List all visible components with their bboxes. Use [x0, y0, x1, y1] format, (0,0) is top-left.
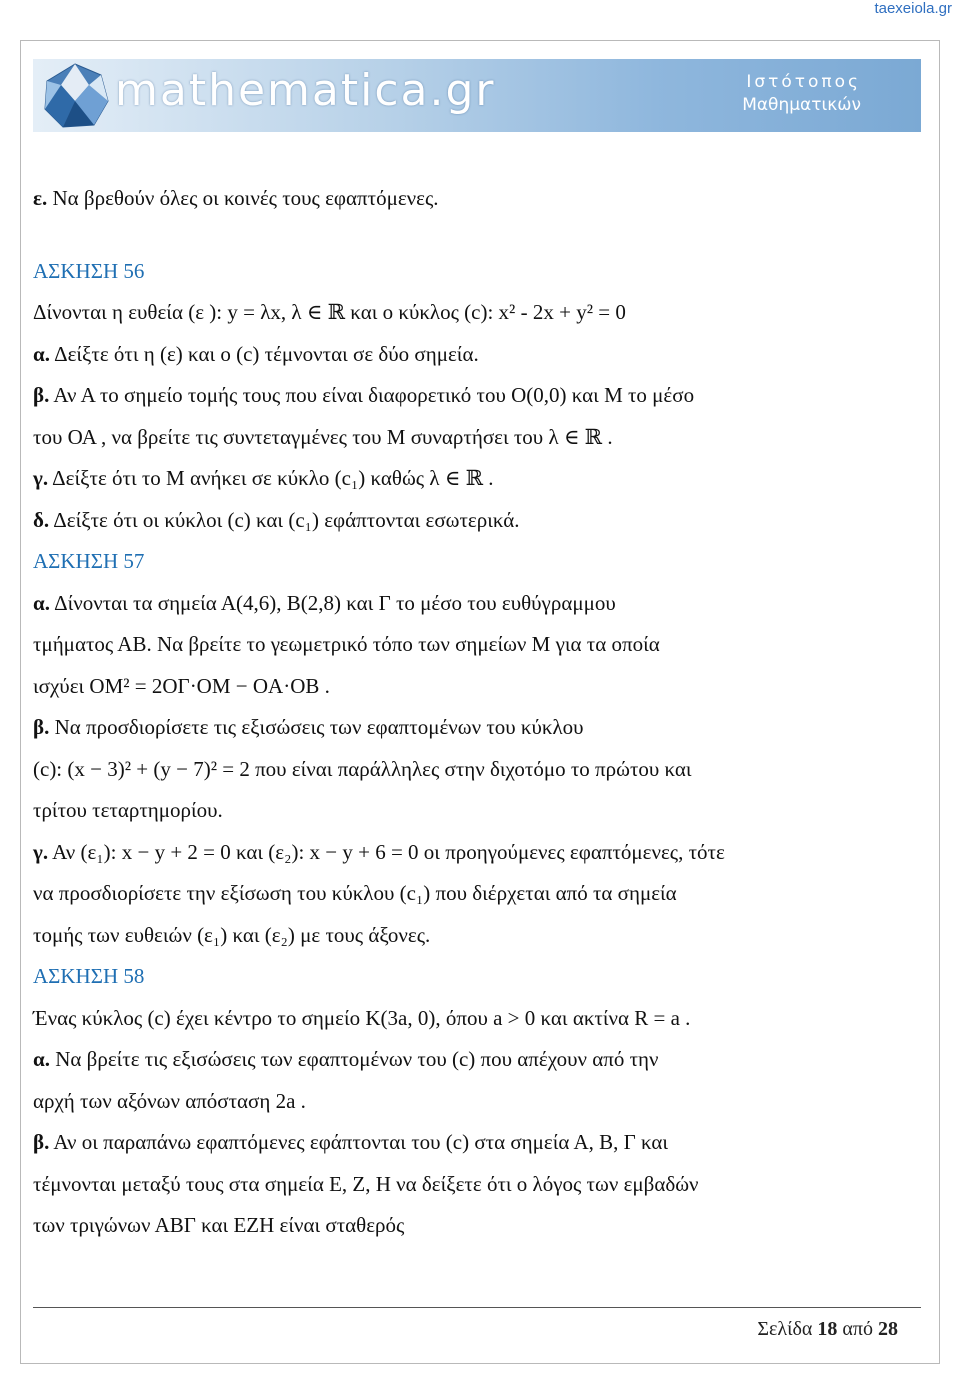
- item-text: Αν οι παραπάνω εφαπτόμενες εφάπτονται του (c) στα σημεία Α, Β, Γ και: [49, 1130, 669, 1154]
- page-number: [757, 1318, 898, 1341]
- text-line: Δίνονται η ευθεία (ε ): y = λx, λ ∈ ℝ και ο κύκλος (c): x² - 2x + y² = 0: [33, 300, 626, 324]
- text-line: τέμνονται μεταξύ τους στα σημεία Ε, Ζ, Η να δείξετε ότι ο λόγος των εμβαδών: [33, 1171, 699, 1196]
- tagline-line-1: Ιστότοπος: [746, 72, 861, 92]
- text-line-vector-equation: ισχύει OM² = 2OΓ·OM − OA·OB .: [33, 673, 330, 698]
- text-line: τμήματος ΑΒ. Να βρείτε το γεωμετρικό τόπο των σημείων Μ για τα οποία: [33, 632, 660, 656]
- page-label: Σελίδα: [757, 1318, 813, 1340]
- text-line: [33, 583, 913, 625]
- text-line: [33, 1039, 913, 1081]
- text-line: [33, 334, 913, 376]
- item-text: Αν Α το σημείο τομής τους που είναι διαφορετικό του O(0,0) και Μ το μέσο: [49, 383, 695, 407]
- footer-divider: [33, 1307, 921, 1308]
- item-label: γ.: [33, 839, 49, 864]
- current-page: 18: [817, 1318, 838, 1340]
- text-line: τρίτου τεταρτημορίου.: [33, 798, 223, 822]
- text-line: να προσδιορίσετε την εξίσωση του κύκλου (c₁) που διέρχεται από τα σημεία: [33, 881, 677, 905]
- spacer: [33, 220, 913, 251]
- polyhedron-logo-icon: [39, 61, 111, 131]
- text-line: του ΟΑ , να βρείτε τις συντεταγμένες του Μ συναρτήσει του λ ∈ ℝ .: [33, 424, 613, 449]
- text-line: τομής των ευθειών (ε₁) και (ε₂) με τους άξονες.: [33, 922, 431, 947]
- total-pages: 28: [878, 1318, 898, 1340]
- item-label: α.: [33, 1047, 50, 1071]
- item-text: Να βρεθούν όλες οι κοινές τους εφαπτόμενες.: [47, 186, 439, 210]
- item-label: δ.: [33, 507, 50, 532]
- item-label: β.: [33, 1130, 50, 1154]
- page-of-label: από: [842, 1318, 873, 1340]
- text-line: αρχή των αξόνων απόσταση 2a .: [33, 1088, 306, 1113]
- site-tagline: [742, 71, 861, 117]
- item-label: β.: [33, 715, 50, 739]
- text-line: [33, 500, 913, 542]
- item-label: β.: [33, 383, 50, 407]
- text-line: [33, 178, 913, 220]
- tagline-line-2: Μαθηματικών: [742, 95, 861, 115]
- exercise-heading-58: ΑΣΚΗΣΗ 58: [33, 964, 145, 988]
- text-line: των τριγώνων ΑΒΓ και ΕΖΗ είναι σταθερός: [33, 1213, 405, 1237]
- item-text: Αν (ε₁): x − y + 2 = 0 και (ε₂): x − y + 6 = 0 οι προηγούμενες εφαπτόμενες, τότε: [48, 839, 725, 864]
- site-logo-text: mathematica.gr: [115, 65, 496, 116]
- text-line: [33, 1122, 913, 1164]
- exercise-heading-56: ΑΣΚΗΣΗ 56: [33, 258, 145, 283]
- text-line: [33, 707, 913, 749]
- text-line: [33, 375, 913, 417]
- item-text: Δείξτε ότι οι κύκλοι (c) και (c₁) εφάπτονται εσωτερικά.: [49, 507, 520, 532]
- text-line: (c): (x − 3)² + (y − 7)² = 2 που είναι παράλληλες στην διχοτόμο το πρώτου και: [33, 756, 692, 781]
- item-label: ε.: [33, 186, 48, 210]
- item-text: Δίνονται τα σημεία Α(4,6), Β(2,8) και Γ το μέσο του ευθύγραμμου: [49, 590, 616, 615]
- item-label: α.: [33, 341, 50, 366]
- text-line: [33, 832, 913, 874]
- item-text: Να προσδιορίσετε τις εξισώσεις των εφαπτομένων του κύκλου: [49, 715, 584, 739]
- site-link[interactable]: taexeiola.gr: [874, 0, 952, 17]
- item-text: Να βρείτε τις εξισώσεις των εφαπτομένων του (c) που απέχουν από την: [49, 1047, 659, 1071]
- header-banner: [33, 59, 921, 132]
- exercise-heading-57: ΑΣΚΗΣΗ 57: [33, 549, 145, 573]
- item-label: α.: [33, 590, 50, 615]
- item-label: γ.: [33, 466, 49, 490]
- document-body: [33, 178, 913, 1247]
- text-line: [33, 458, 913, 500]
- text-line: Ένας κύκλος (c) έχει κέντρο το σημείο Κ(3a, 0), όπου a > 0 και ακτίνα R = a .: [33, 1005, 691, 1030]
- item-text: Δείξτε ότι η (ε) και ο (c) τέμνονται σε δύο σημεία.: [49, 341, 479, 366]
- item-text: Δείξτε ότι το Μ ανήκει σε κύκλο (c₁) καθώς λ ∈ ℝ .: [48, 466, 494, 490]
